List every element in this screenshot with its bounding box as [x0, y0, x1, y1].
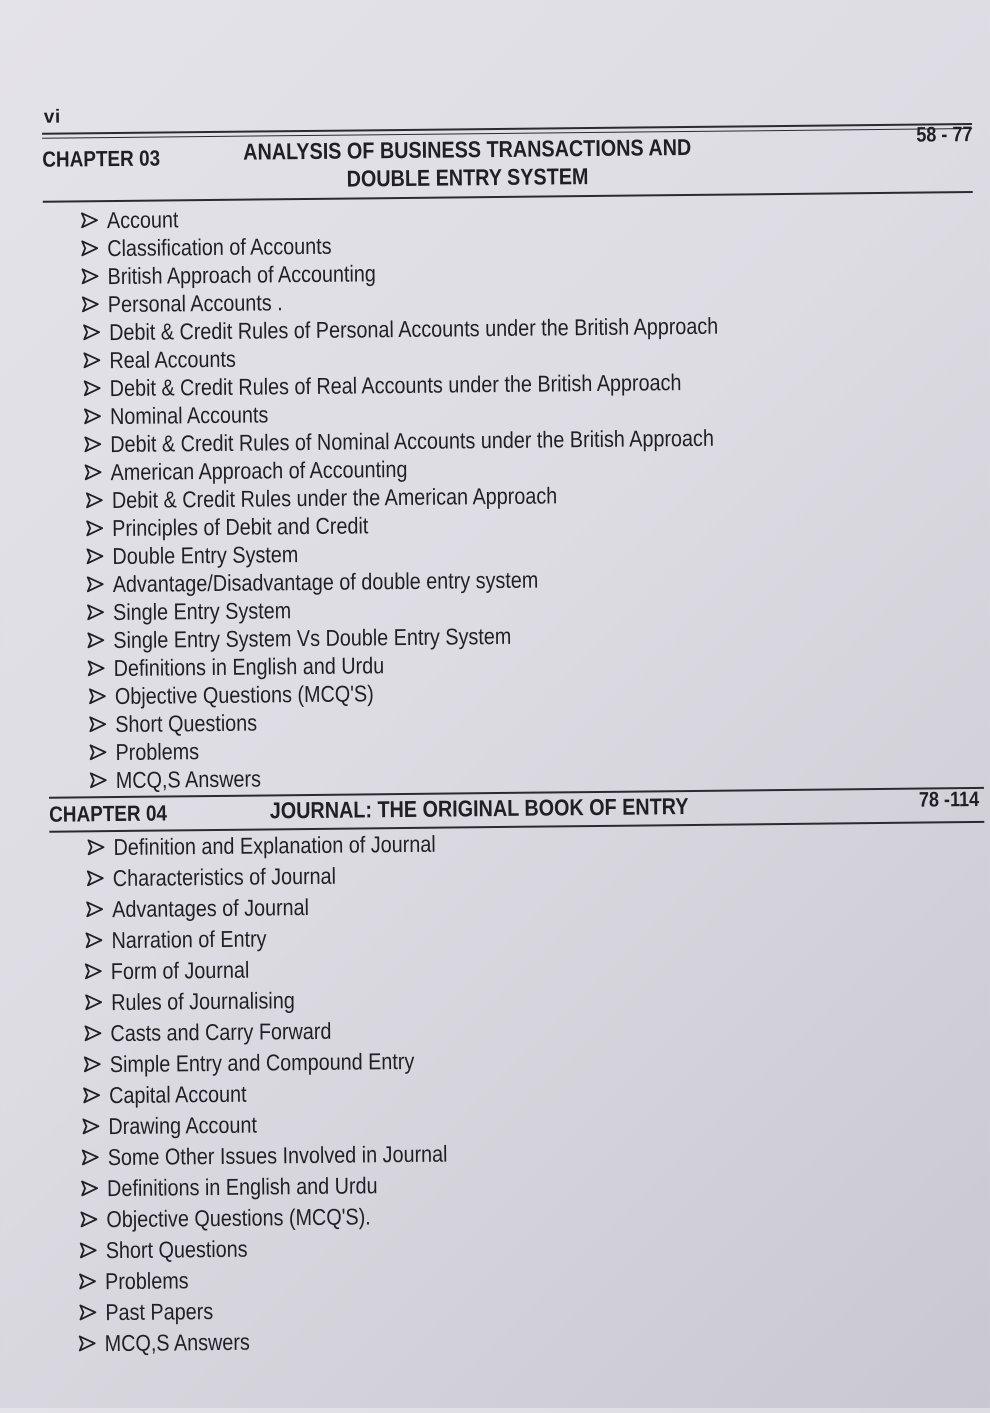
- topic-label: Objective Questions (MCQ'S).: [106, 1203, 372, 1233]
- topic-item: [83, 1045, 504, 1080]
- topic-label: Simple Entry and Compound Entry: [109, 1047, 415, 1078]
- arrowhead-bullet-icon: [86, 542, 112, 570]
- chapter-page-range: 58 - 77: [915, 123, 973, 147]
- topic-label: Account: [106, 206, 179, 234]
- arrowhead-bullet-icon: [85, 956, 111, 987]
- topic-label: Past Papers: [104, 1298, 213, 1326]
- topic-label: Objective Questions (MCQ'S): [114, 680, 374, 710]
- topic-item: [84, 1014, 505, 1049]
- arrowhead-bullet-icon: [84, 402, 110, 430]
- arrowhead-bullet-icon: [87, 626, 113, 654]
- topic-label: Single Entry System: [113, 597, 292, 626]
- topic-label: Single Entry System Vs Double Entry System: [113, 622, 512, 654]
- topic-label: Form of Journal: [111, 956, 250, 985]
- arrowhead-bullet-icon: [83, 1080, 109, 1111]
- topic-label: Characteristics of Journal: [112, 862, 337, 892]
- topic-item: [82, 1138, 503, 1173]
- topic-item: [79, 1262, 500, 1297]
- arrowhead-bullet-icon: [86, 925, 112, 956]
- arrowhead-bullet-icon: [82, 1142, 108, 1173]
- arrowhead-bullet-icon: [83, 346, 109, 374]
- page-number: vi: [43, 106, 61, 128]
- topic-label: Advantage/Disadvantage of double entry system: [112, 566, 539, 598]
- arrowhead-bullet-icon: [82, 1111, 108, 1142]
- chapter-title-line1: JOURNAL: THE ORIGINAL BOOK OF ENTRY: [269, 793, 689, 824]
- topic-label: Definition and Explanation of Journal: [113, 830, 436, 861]
- arrowhead-bullet-icon: [87, 570, 113, 598]
- topic-item: [80, 1231, 501, 1266]
- chapter-title-line2: DOUBLE ENTRY SYSTEM: [346, 163, 589, 192]
- topic-item: [79, 1293, 500, 1328]
- topic-label: Narration of Entry: [111, 925, 267, 954]
- arrowhead-bullet-icon: [81, 206, 107, 234]
- arrowhead-bullet-icon: [80, 1235, 106, 1266]
- arrowhead-bullet-icon: [83, 374, 109, 402]
- arrowhead-bullet-icon: [78, 1328, 104, 1359]
- arrowhead-bullet-icon: [84, 987, 110, 1018]
- topic-label: Real Accounts: [109, 345, 236, 374]
- arrowhead-bullet-icon: [81, 1173, 107, 1204]
- topic-item: [84, 983, 505, 1018]
- topic-item: [87, 828, 508, 863]
- topic-label: American Approach of Accounting: [110, 455, 408, 486]
- chapter-label: CHAPTER 04: [49, 800, 168, 827]
- topic-label: Casts and Carry Forward: [109, 1017, 332, 1047]
- arrowhead-bullet-icon: [79, 1297, 105, 1328]
- chapter-title-line1: ANALYSIS OF BUSINESS TRANSACTIONS AND: [243, 133, 692, 165]
- arrowhead-bullet-icon: [85, 486, 111, 514]
- arrowhead-bullet-icon: [80, 1204, 106, 1235]
- topic-label: Debit & Credit Rules of Real Accounts under the British Approach: [109, 369, 682, 402]
- topic-label: Short Questions: [105, 1235, 249, 1264]
- arrowhead-bullet-icon: [90, 766, 116, 794]
- arrowhead-bullet-icon: [85, 458, 111, 486]
- topic-label: Debit & Credit Rules under the American Approach: [111, 482, 557, 514]
- chapter-page-range: 78 -114: [918, 787, 980, 812]
- arrowhead-bullet-icon: [86, 894, 112, 925]
- arrowhead-bullet-icon: [89, 738, 115, 766]
- arrowhead-bullet-icon: [83, 1049, 109, 1080]
- topic-label: Debit & Credit Rules of Personal Accounts under the British Approach: [108, 312, 718, 346]
- topic-item: [87, 859, 508, 894]
- arrowhead-bullet-icon: [87, 598, 113, 626]
- topic-label: MCQ,S Answers: [115, 765, 262, 794]
- topic-label: British Approach of Accounting: [107, 260, 377, 290]
- topic-label: Principles of Debit and Credit: [111, 512, 369, 542]
- chapter-label: CHAPTER 03: [42, 145, 161, 172]
- topic-label: Problems: [115, 738, 200, 766]
- arrowhead-bullet-icon: [87, 863, 113, 894]
- topic-item: [80, 1200, 501, 1235]
- arrowhead-bullet-icon: [81, 234, 107, 262]
- topic-label: Double Entry System: [112, 541, 299, 570]
- topic-label: Drawing Account: [108, 1111, 257, 1140]
- topic-item: [78, 1324, 499, 1359]
- arrowhead-bullet-icon: [83, 318, 109, 346]
- arrowhead-bullet-icon: [82, 290, 108, 318]
- topic-item: [81, 1169, 502, 1204]
- topic-label: Capital Account: [108, 1080, 247, 1109]
- chapter-04-topic-list: [87, 828, 514, 1359]
- topic-label: Classification of Accounts: [107, 232, 332, 262]
- arrowhead-bullet-icon: [87, 832, 113, 863]
- topic-label: Personal Accounts .: [108, 289, 284, 318]
- arrowhead-bullet-icon: [89, 710, 115, 738]
- topic-label: MCQ,S Answers: [104, 1328, 250, 1357]
- topic-item: [85, 952, 506, 987]
- topic-label: Definitions in English and Urdu: [107, 1172, 378, 1202]
- topic-label: Definitions in English and Urdu: [113, 652, 385, 682]
- arrowhead-bullet-icon: [86, 514, 112, 542]
- topic-label: Some Other Issues Involved in Journal: [107, 1140, 448, 1171]
- arrowhead-bullet-icon: [88, 682, 114, 710]
- topic-label: Rules of Journalising: [110, 987, 295, 1016]
- arrowhead-bullet-icon: [79, 1266, 105, 1297]
- chapter-03-header: [42, 123, 973, 201]
- arrowhead-bullet-icon: [84, 430, 110, 458]
- arrowhead-bullet-icon: [88, 654, 114, 682]
- topic-item: [86, 921, 507, 956]
- topic-label: Short Questions: [114, 709, 257, 738]
- topic-label: Nominal Accounts: [109, 401, 269, 430]
- chapter-03-topic-list: [81, 199, 821, 795]
- arrowhead-bullet-icon: [84, 1018, 110, 1049]
- topic-label: Problems: [105, 1267, 190, 1295]
- topic-label: Advantages of Journal: [112, 894, 310, 923]
- arrowhead-bullet-icon: [82, 262, 108, 290]
- topic-item: [82, 1107, 503, 1142]
- topic-item: [86, 890, 507, 925]
- topic-item: [83, 1076, 504, 1111]
- topic-label: Debit & Credit Rules of Nominal Accounts under the British Approach: [110, 424, 715, 458]
